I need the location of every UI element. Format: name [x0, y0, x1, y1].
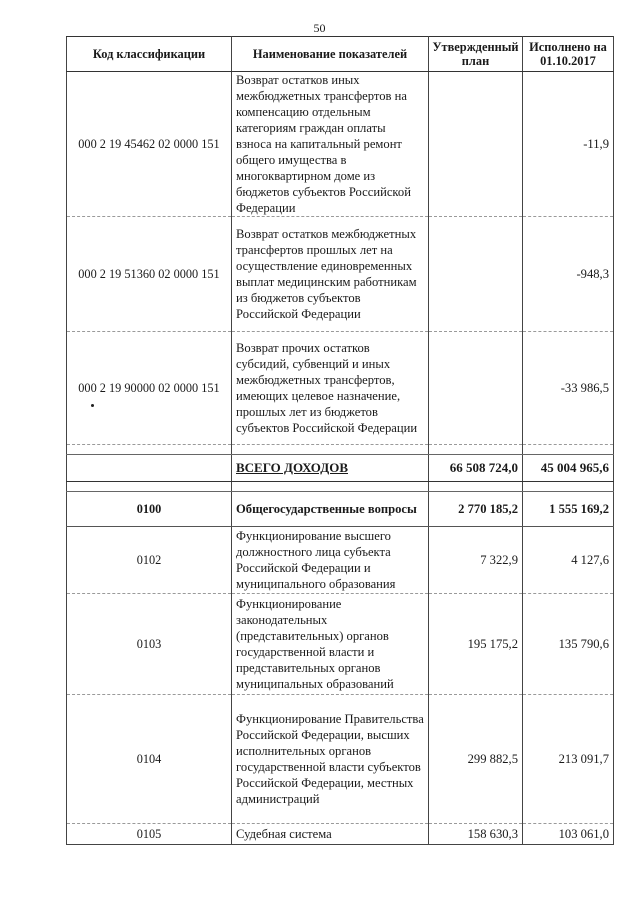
- total-label: ВСЕГО ДОХОДОВ: [232, 455, 429, 482]
- row-code: 000 2 19 51360 02 0000 151: [67, 217, 232, 332]
- row-plan: [429, 332, 523, 445]
- row-plan: 158 630,3: [429, 824, 523, 845]
- row-plan: 7 322,9: [429, 527, 523, 594]
- row-name: Функционирование законодательных (представительных) органов государственной власти и представительных органов муниципальных образований: [232, 594, 429, 695]
- row-code: 0103: [67, 594, 232, 695]
- row-done: 213 091,7: [523, 695, 614, 824]
- row-name: Возврат остатков иных межбюджетных трансфертов на компенсацию отдельным категориям граждан оплаты взноса на капитальный ремонт общего имущества в многоквартирном доме из бюджетов субъектов Российской Федерации: [232, 72, 429, 217]
- header-code: Код классификации: [67, 37, 232, 72]
- section-plan: 2 770 185,2: [429, 492, 523, 527]
- table-row: [67, 527, 614, 594]
- table-header: [67, 37, 614, 72]
- table-row: [67, 594, 614, 695]
- row-plan: 195 175,2: [429, 594, 523, 695]
- header-name: Наименование показателей: [232, 37, 429, 72]
- row-plan: [429, 217, 523, 332]
- row-done: -948,3: [523, 217, 614, 332]
- row-code: 000 2 19 45462 02 0000 151: [67, 72, 232, 217]
- table-row: [67, 695, 614, 824]
- section-done: 1 555 169,2: [523, 492, 614, 527]
- row-name: Функционирование высшего должностного лица субъекта Российской Федерации и муниципального образования: [232, 527, 429, 594]
- table-row: [67, 217, 614, 332]
- row-name: Судебная система: [232, 824, 429, 845]
- total-row: [67, 455, 614, 482]
- spacer-row: [67, 482, 614, 492]
- row-code: 0105: [67, 824, 232, 845]
- spacer-row: [67, 445, 614, 455]
- page-number: 50: [313, 21, 326, 35]
- total-done: 45 004 965,6: [523, 455, 614, 482]
- row-name: Функционирование Правительства Российской Федерации, высших исполнительных органов государственной власти субъектов Российской Федерации, местных администраций: [232, 695, 429, 824]
- report-table: [66, 36, 614, 845]
- header-plan: Утвержденный план: [429, 37, 523, 72]
- header-done: Исполнено на 01.10.2017: [523, 37, 614, 72]
- row-plan: [429, 72, 523, 217]
- table-row: [67, 332, 614, 445]
- row-done: 4 127,6: [523, 527, 614, 594]
- row-name: Возврат остатков межбюджетных трансфертов прошлых лет на осуществление единовременных выплат медицинским работникам из бюджетов субъектов Российской Федерации: [232, 217, 429, 332]
- table-row: [67, 72, 614, 217]
- row-done: 135 790,6: [523, 594, 614, 695]
- section-name: Общегосударственные вопросы: [232, 492, 429, 527]
- stray-dot-mark: [91, 404, 94, 407]
- table-row: [67, 824, 614, 845]
- row-code: 0102: [67, 527, 232, 594]
- row-code: 0104: [67, 695, 232, 824]
- section-code: 0100: [67, 492, 232, 527]
- section-row: [67, 492, 614, 527]
- row-plan: 299 882,5: [429, 695, 523, 824]
- row-code: 000 2 19 90000 02 0000 151: [67, 332, 232, 445]
- row-name: Возврат прочих остатков субсидий, субвенций и иных межбюджетных трансфертов, имеющих целевое назначение, прошлых лет из бюджетов субъектов Российской Федерации: [232, 332, 429, 445]
- row-done: 103 061,0: [523, 824, 614, 845]
- row-done: -33 986,5: [523, 332, 614, 445]
- total-plan: 66 508 724,0: [429, 455, 523, 482]
- row-done: -11,9: [523, 72, 614, 217]
